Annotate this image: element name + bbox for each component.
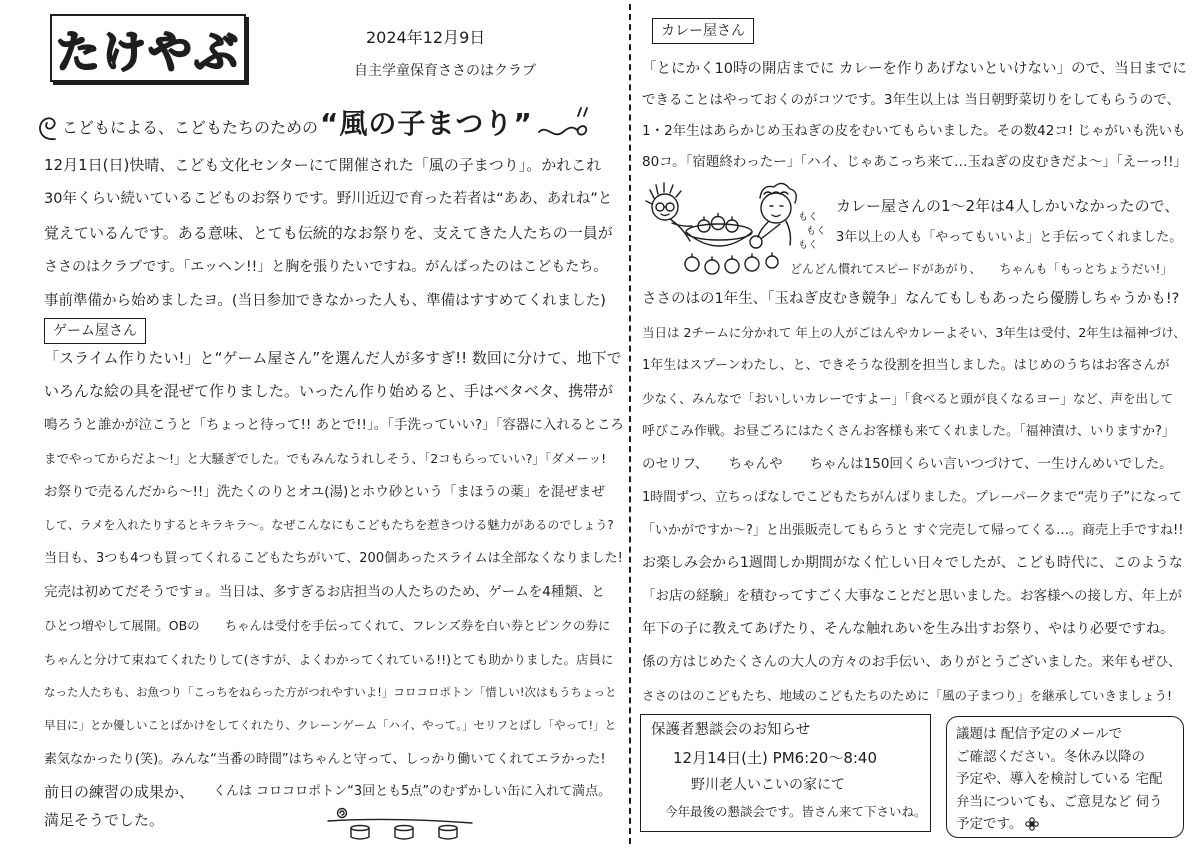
curry-shop-line: 係の方はじめたくさんの大人の方々のお手伝い、ありがとうございました。来年もぜひ、 — [642, 654, 1182, 670]
curry-shop-line: 当日は 2チームに分かれて 年上の人がごはんやカレーよそい、3年生は受付、2年生は福神づけ、 — [642, 325, 1186, 340]
agenda-note — [946, 716, 1184, 838]
curry-shop-paragraph — [642, 283, 1187, 712]
agenda-line-last — [956, 813, 1176, 836]
swirl-left-icon — [34, 100, 60, 144]
section-heading-game-shop: ゲーム屋さん — [44, 318, 146, 344]
curry-shop-line: 「いかがですか〜?」と出張販売してもらうと すぐ完売して帰ってくる…。商売上手ですね!! — [642, 523, 1184, 538]
logo-text: たけやぶ — [56, 27, 240, 78]
intro-line: 12月1日(日)快晴、こども文化センターにて開催された「風の子まつり」。かれこれ — [44, 156, 602, 174]
intro-paragraph — [44, 148, 624, 318]
curry-shop-line: 少なく、みんなで「おいしいカレーですよー」「食べると頭が良くなるヨー」など、声を出して — [642, 391, 1174, 406]
onion-bowl — [686, 214, 752, 247]
issue-date: 2024年12月9日 — [366, 28, 486, 47]
can — [439, 826, 457, 840]
game-shop-line: 完売は初めてだそうですョ。当日は、多すぎるお店担当の人たちのため、ゲームを4種類、と — [44, 583, 605, 600]
coro-coro-poton-drawing — [320, 806, 480, 842]
column-divider — [629, 4, 631, 844]
curry-shop-line: のセリフ、 ちゃんや ちゃんは150回くらい言いつづけて、一生けんめいでした。 — [642, 456, 1173, 472]
game-shop-line: ちゃんと分けて束ねてくれたりして(さすが、よくわかってくれている!!)とても助かりました。店員に — [44, 651, 614, 667]
agenda-note-text — [956, 723, 1176, 836]
game-shop-line: なった人たちも、お魚つり「こっちをねらった方がつれやすいよ!」コロコロポトン「惜しい!次はもうちょっと — [44, 684, 617, 699]
game-shop-closing-last: 満足そうでした。 — [44, 811, 165, 829]
game-shop-paragraph — [44, 342, 624, 776]
curry-shop-line: 1・2年生はあらかじめ玉ねぎの皮をむいてもらいました。その数42コ! じゃがいも洗いも — [642, 123, 1186, 139]
rolling-ball — [338, 809, 347, 818]
onion-pile — [685, 253, 778, 274]
curry-shop-line: 年下の子に教えてあげたり、そんな触れあいを生み出すお祭り、やはり必要ですね。 — [642, 621, 1174, 637]
newsletter-logo — [50, 14, 246, 82]
curry-shop-beside-line: 3年以上の人も「やってもいいよ」と手伝ってくれました。 — [836, 230, 1183, 245]
child-peeling-onion — [750, 183, 796, 248]
agenda-line: 弁当についても、ご意見など 伺う — [956, 793, 1163, 810]
agenda-line: 予定です。 — [956, 816, 1023, 832]
parents-meeting-notice — [640, 714, 931, 832]
game-shop-line: して、ラメを入れたりするとキラキラ〜。なぜこんなにもこどもたちを惹きつける魅力があるのでしょう? — [44, 517, 614, 532]
curry-shop-line: できることはやっておくのがコツです。3年生以上は 当日朝野菜切りをしてもらうので、 — [642, 92, 1181, 108]
game-shop-line: 素気なかったり(笑)。みんな“当番の時間”はちゃんと守って、しっかり働いてくれてエラかった! — [44, 751, 606, 767]
headline-lead: こどもによる、こどもたちのための — [62, 118, 319, 137]
curry-shop-line: 呼びこみ作戦。お昼ごろにはたくさんお客様も来てくれました。「福神漬け、いりますか?」 — [642, 424, 1175, 439]
agenda-line: 議題は 配信予定のメールで — [956, 726, 1123, 742]
notice-title: 保護者懇談会のお知らせ — [651, 722, 811, 738]
curry-shop-line: 80コ。「宿題終わったー」「ハイ、じゃあこっち来て…玉ねぎの皮むきだよ〜」「えーっ!!」 — [642, 154, 1187, 170]
child-with-glasses — [646, 183, 692, 241]
game-shop-line: までやってからだよ〜!」と大騒ぎでした。でもみんなうれしそう、「2コもらっていい?」「ダメーッ! — [44, 451, 607, 467]
curry-shop-beside-line: カレー屋さんの1〜2年は4人しかいなかったので、 — [836, 197, 1180, 215]
flower-icon — [1025, 817, 1039, 831]
notice-message: 今年最後の懇談会です。皆さん来て下さいね。 — [665, 804, 927, 819]
curry-shop-line: 「とにかく10時の開店までに カレーを作りあげないといけない」ので、当日までに — [642, 61, 1187, 77]
agenda-line: 予定や、導入を検討している 宅配 — [956, 771, 1163, 787]
curry-shop-intro-paragraph — [642, 54, 1187, 178]
curry-shop-beside-line: どんどん慣れてスピードがあがり、 ちゃんも「もっとちょうだい!」 — [790, 262, 1173, 276]
headline-title: “風の子まつり” — [320, 107, 533, 140]
sound-effect-text: もく — [806, 226, 826, 237]
club-name: 自主学童保育ささのはクラブ — [354, 63, 536, 79]
can — [395, 826, 413, 840]
can — [351, 826, 369, 840]
sound-effect-text: もく — [798, 240, 818, 251]
game-shop-line: 鳴ろうと誰かが泣こうと「ちょっと待って!! あとで!!」。「手洗っていい?」「容器に入れるところ — [44, 416, 624, 433]
headline — [34, 94, 618, 144]
curry-shop-line: 1年生はスプーンわたし、と、できそうな役割を担当しました。はじめのうちはお客さんが — [642, 358, 1170, 373]
intro-line: 覚えているんです。ある意味、とても伝統的なお祭りを、支えてきた人たちの一員が — [44, 224, 613, 242]
intro-line: 30年くらい続いているこどものお祭りです。野川近辺で育った若者は“ああ、あれね”と — [44, 191, 613, 207]
curry-shop-line: 1時間ずつ、立ちっぱなしでこどもたちがんばりました。プレーパークまで“売り子”になって — [642, 490, 1183, 505]
curry-shop-line: ささのはの1年生、「玉ねぎ皮むき競争」なんてもしもあったら優勝しちゃうかも!? — [642, 291, 1180, 307]
slope-line — [328, 819, 472, 823]
sound-effect-text: もく — [798, 212, 818, 223]
game-shop-line: いろんな絵の具を混ぜて作りました。いったん作り始めると、手はベタベタ、携帯が — [44, 382, 614, 401]
intro-line: ささのはクラブです。「エッヘン!!」と胸を張りたいですね。がんばったのはこどもたち。 — [44, 259, 608, 275]
game-shop-line: 早目に」とか優しいことばかけをしてくれたり、クレーンゲーム「ハイ、やって。」セリフとばし「やって!」と — [44, 718, 617, 733]
notice-datetime: 12月14日(土) PM6:20〜8:40 — [673, 749, 878, 767]
curry-shop-line: 「お店の経験」を積むってすごく大事なことだと思いました。お客様への接し方、年上が — [642, 588, 1182, 604]
notice-place: 野川老人いこいの家にて — [691, 777, 845, 793]
game-shop-closing-right: くんは コロコロポトン“3回とも5点”のむずかしい缶に入れて満点。 — [200, 784, 612, 799]
swirl-right-icon — [535, 100, 591, 144]
game-shop-line: お祭りで売るんだから〜!!」洗たくのりとオユ(湯)とホウ砂という「まほうの薬」を混ぜまぜ — [44, 483, 605, 500]
game-shop-line: 「スライム作りたい!」と“ゲーム屋さん”を選んだ人が多すぎ!! 数回に分けて、地下で — [44, 349, 622, 367]
game-shop-line: 当日も、3つも4つも買ってくれるこどもたちがいて、200個あったスライムは全部なくなりました! — [44, 551, 623, 567]
curry-shop-line: ささのはのこどもたち、地域のこどもたちのために「風の子まつり」を継承していきましょう! — [642, 688, 1173, 703]
section-heading-curry-shop: カレー屋さん — [652, 18, 754, 44]
curry-shop-line: お楽しみ会から1週間しか期間がなく忙しい日々でしたが、こども時代に、このような — [642, 555, 1183, 571]
intro-line: 事前準備から始めましたヨ。(当日参加できなかった人も、準備はすすめてくれました) — [44, 293, 606, 309]
agenda-line: ご確認ください。冬休み以降の — [956, 748, 1145, 765]
game-shop-closing-left: 前日の練習の成果か、 — [44, 783, 195, 801]
game-shop-line: ひとつ増やして展開。OBの ちゃんは受付を手伝ってくれて、フレンズ券を白い券とピンクの券に — [44, 618, 611, 634]
